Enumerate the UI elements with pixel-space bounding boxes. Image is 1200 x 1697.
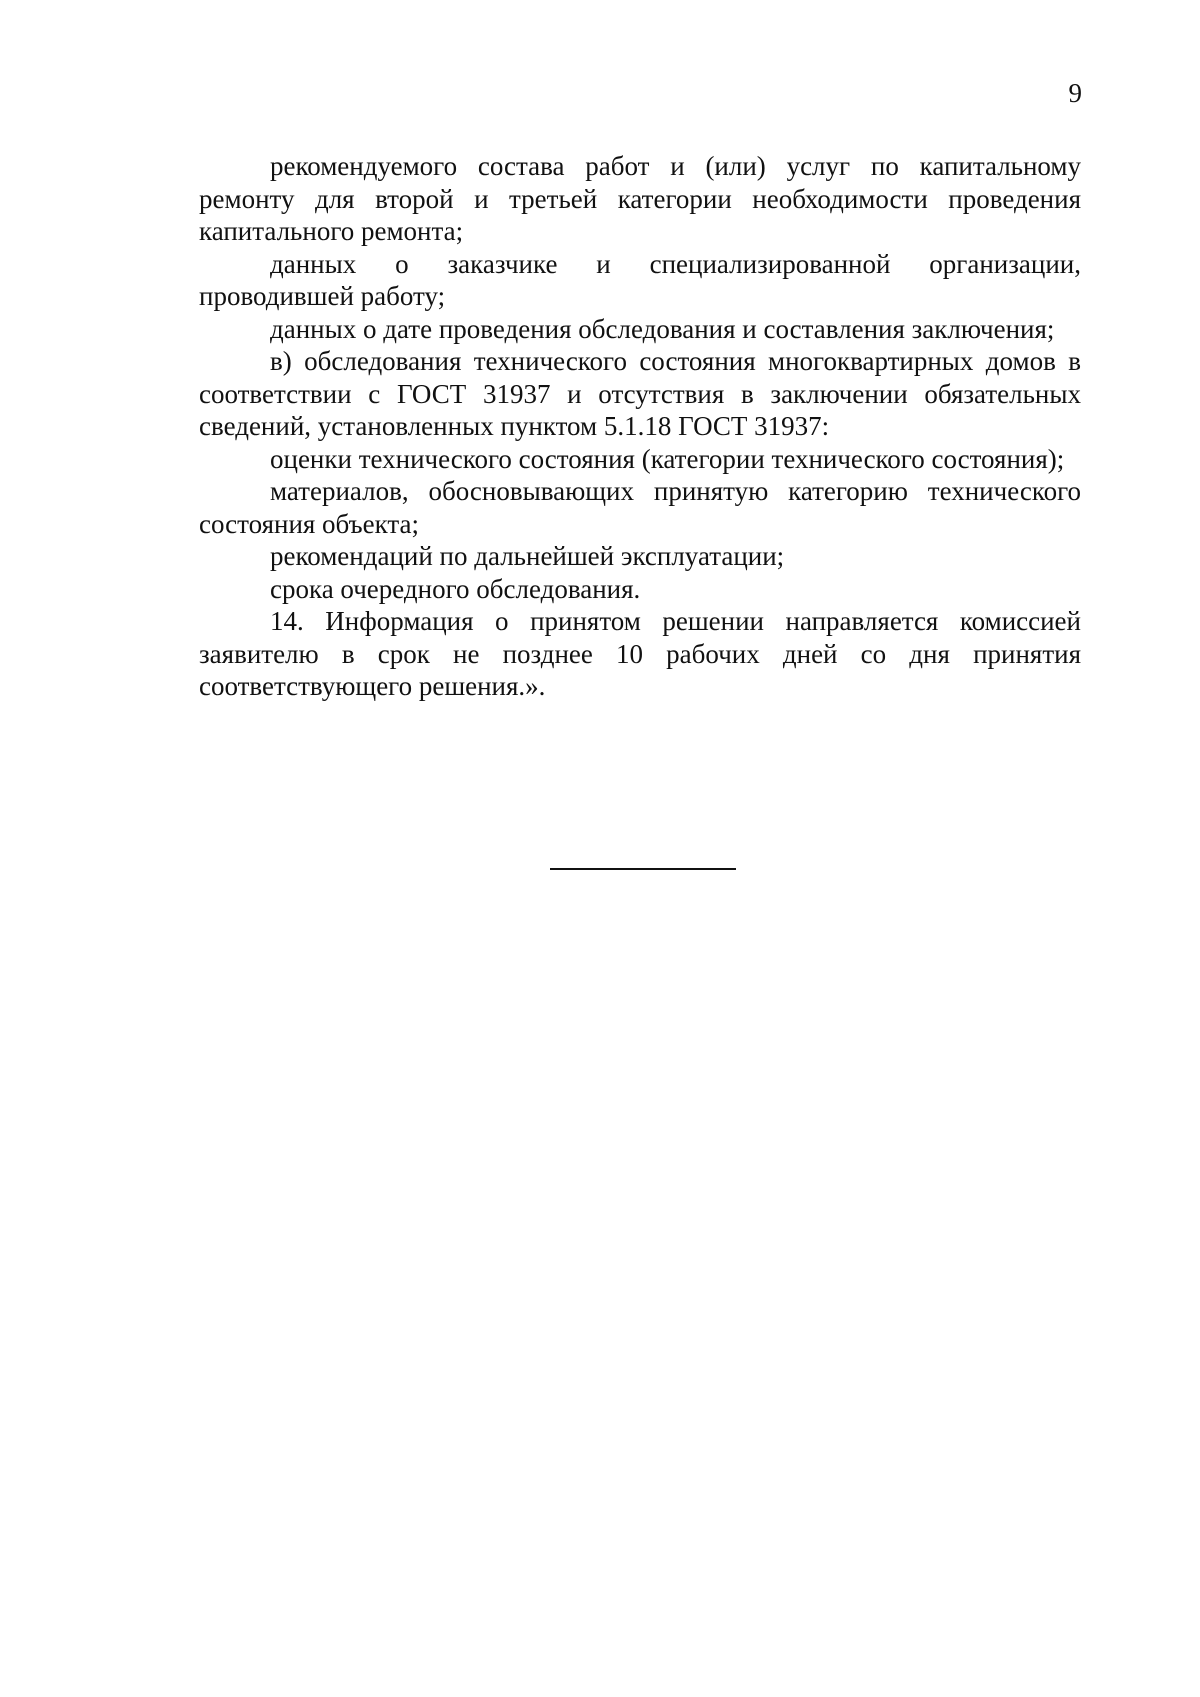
paragraph: данных о заказчике и специализированной организации, проводившей работу; (199, 248, 1081, 311)
paragraph: данных о дате проведения обследования и составления заключения; (270, 313, 1055, 344)
paragraph: рекомендуемого состава работ и (или) услуг по капитальному ремонту для второй и третьей категории необходимости проведения капитального ремонта; (199, 151, 1081, 246)
paragraph: в) обследования технического состояния многоквартирных домов в соответствии с ГОСТ 31937 и отсутствия в заключении обязательных сведений, установленных пунктом 5.1.18 ГОСТ 31937: (199, 346, 1081, 441)
paragraph: рекомендаций по дальнейшей эксплуатации; (270, 541, 785, 571)
paragraph: 14. Информация о принятом решении направляется комиссией заявителю в срок не позднее 10 рабочих дней со дня принятия соответствующего решения.». (199, 606, 1081, 701)
document-body (199, 150, 1081, 703)
paragraph: срока очередного обследования. (270, 573, 641, 604)
paragraph: оценки технического состояния (категории технического состояния); (270, 443, 1065, 474)
page-number: 9 (1068, 78, 1082, 108)
end-divider (550, 868, 736, 870)
paragraph: материалов, обосновывающих принятую категорию технического состояния объекта; (199, 476, 1081, 539)
